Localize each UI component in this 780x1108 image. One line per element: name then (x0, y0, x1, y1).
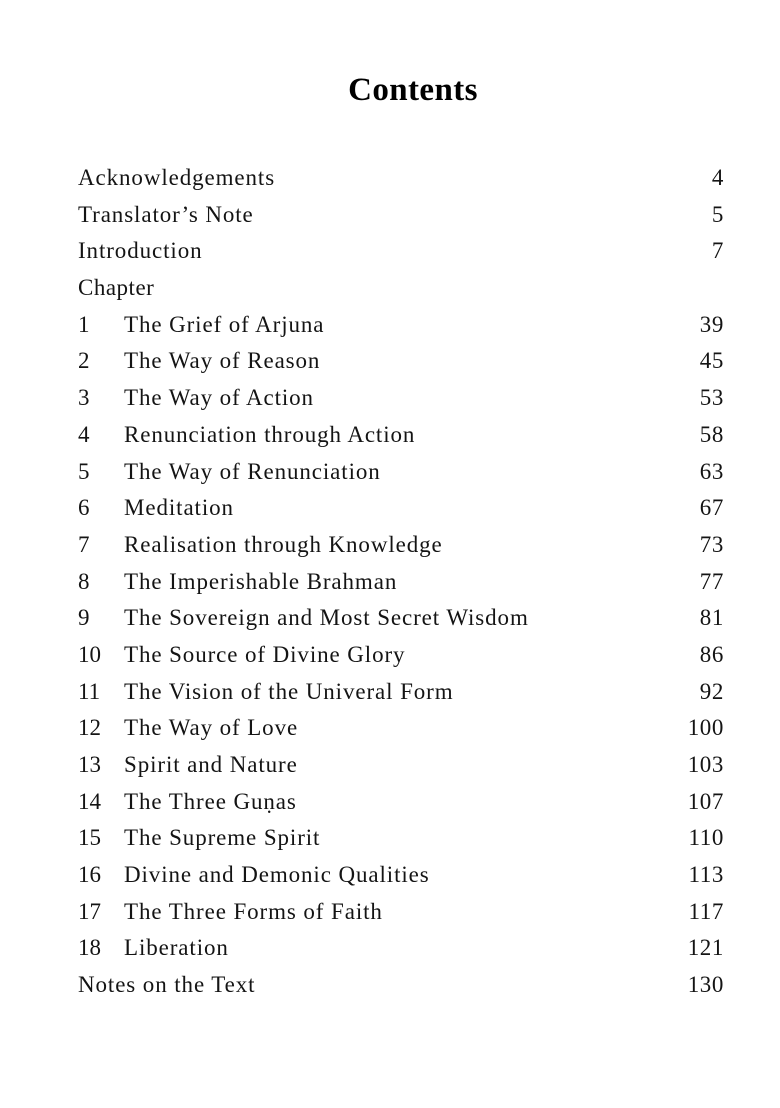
chapter-number: 11 (78, 678, 101, 704)
toc-entry[interactable] (78, 747, 724, 784)
toc-entry-label: Acknowledgements (78, 165, 276, 190)
toc-entry[interactable] (78, 894, 724, 931)
table-of-contents (78, 160, 724, 1004)
toc-entry[interactable] (78, 380, 724, 417)
toc-entry-label: Translator’s Note (78, 201, 254, 227)
toc-entry-label: The Way of Renunciation (124, 458, 381, 484)
page-number: 107 (687, 788, 724, 814)
page-number: 100 (687, 715, 724, 741)
page-number: 53 (699, 385, 724, 411)
page-number: 39 (699, 311, 724, 337)
chapter-number: 2 (78, 348, 90, 374)
page-number: 121 (687, 935, 724, 961)
toc-entry-label: Spirit and Nature (124, 752, 298, 777)
chapter-number: 7 (78, 531, 90, 557)
toc-entry[interactable] (78, 197, 724, 234)
toc-entry-label: The Way of Action (124, 385, 314, 411)
toc-entry-label: The Sovereign and Most Secret Wisdom (124, 605, 529, 631)
page-number: 77 (699, 568, 724, 594)
toc-entry-label: The Supreme Spirit (124, 825, 321, 851)
page-number: 4 (711, 165, 724, 190)
chapter-number: 1 (78, 311, 90, 337)
page-number: 92 (699, 678, 724, 704)
toc-entry[interactable] (78, 967, 724, 1004)
page-number: 110 (688, 825, 724, 851)
page-number: 103 (687, 752, 724, 777)
toc-entry-label: The Grief of Arjuna (124, 311, 325, 337)
page-number: 5 (711, 201, 724, 227)
toc-entry[interactable] (78, 307, 724, 344)
toc-entry-label: The Source of Divine Glory (124, 641, 406, 667)
chapter-number: 5 (78, 458, 90, 484)
toc-entry[interactable] (78, 710, 724, 747)
toc-entry[interactable] (78, 527, 724, 564)
chapter-number: 13 (78, 752, 101, 777)
toc-entry[interactable] (78, 784, 724, 821)
page-number: 67 (699, 495, 724, 521)
page-number: 63 (699, 458, 724, 484)
page-number: 117 (688, 898, 724, 924)
page-number: 58 (699, 421, 724, 447)
chapter-number: 3 (78, 385, 90, 411)
page-number: 86 (699, 641, 724, 667)
toc-entry[interactable] (78, 490, 724, 527)
toc-entry-label: The Three Guṇas (124, 788, 297, 814)
chapter-number: 14 (78, 788, 101, 814)
chapter-number: 18 (78, 935, 101, 961)
toc-entry-label: Liberation (124, 935, 229, 961)
chapter-number: 4 (78, 421, 90, 447)
chapter-number: 16 (78, 862, 101, 888)
toc-entry[interactable] (78, 160, 724, 197)
toc-entry[interactable] (78, 930, 724, 967)
toc-entry-label: The Way of Love (124, 715, 299, 741)
toc-entry-label: The Imperishable Brahman (124, 568, 398, 594)
page-number: 73 (699, 531, 724, 557)
chapter-number: 15 (78, 825, 101, 851)
toc-entry-label: Introduction (78, 238, 203, 264)
page-number: 113 (688, 862, 724, 888)
toc-entry[interactable] (78, 600, 724, 637)
chapter-number: 17 (78, 898, 101, 924)
toc-entry[interactable] (78, 454, 724, 491)
chapter-number: 9 (78, 605, 90, 631)
page-title: Contents (348, 72, 478, 108)
page-number: 81 (699, 605, 724, 631)
toc-entry-label: Meditation (124, 495, 234, 521)
page-number: 7 (711, 238, 724, 264)
chapter-number: 8 (78, 568, 90, 594)
toc-section-heading (78, 270, 724, 307)
toc-entry[interactable] (78, 343, 724, 380)
toc-entry-label: Realisation through Knowledge (124, 531, 443, 557)
page-number: 45 (699, 348, 724, 374)
toc-entry-label: Renunciation through Action (124, 421, 416, 447)
toc-entry[interactable] (78, 233, 724, 270)
page-number: 130 (687, 972, 724, 998)
toc-entry[interactable] (78, 637, 724, 674)
toc-entry[interactable] (78, 564, 724, 601)
toc-entry-label: The Three Forms of Faith (124, 898, 383, 924)
toc-entry-label: Notes on the Text (78, 972, 256, 998)
toc-entry-label: Divine and Demonic Qualities (124, 862, 430, 888)
chapter-number: 12 (78, 715, 101, 741)
chapter-number: 10 (78, 641, 101, 667)
toc-entry[interactable] (78, 674, 724, 711)
toc-entry[interactable] (78, 820, 724, 857)
toc-entry-label: The Vision of the Univeral Form (124, 678, 454, 704)
toc-entry-label: The Way of Reason (124, 348, 321, 374)
toc-entry[interactable] (78, 417, 724, 454)
chapter-number: 6 (78, 495, 90, 521)
toc-entry[interactable] (78, 857, 724, 894)
section-heading-label: Chapter (78, 275, 155, 301)
